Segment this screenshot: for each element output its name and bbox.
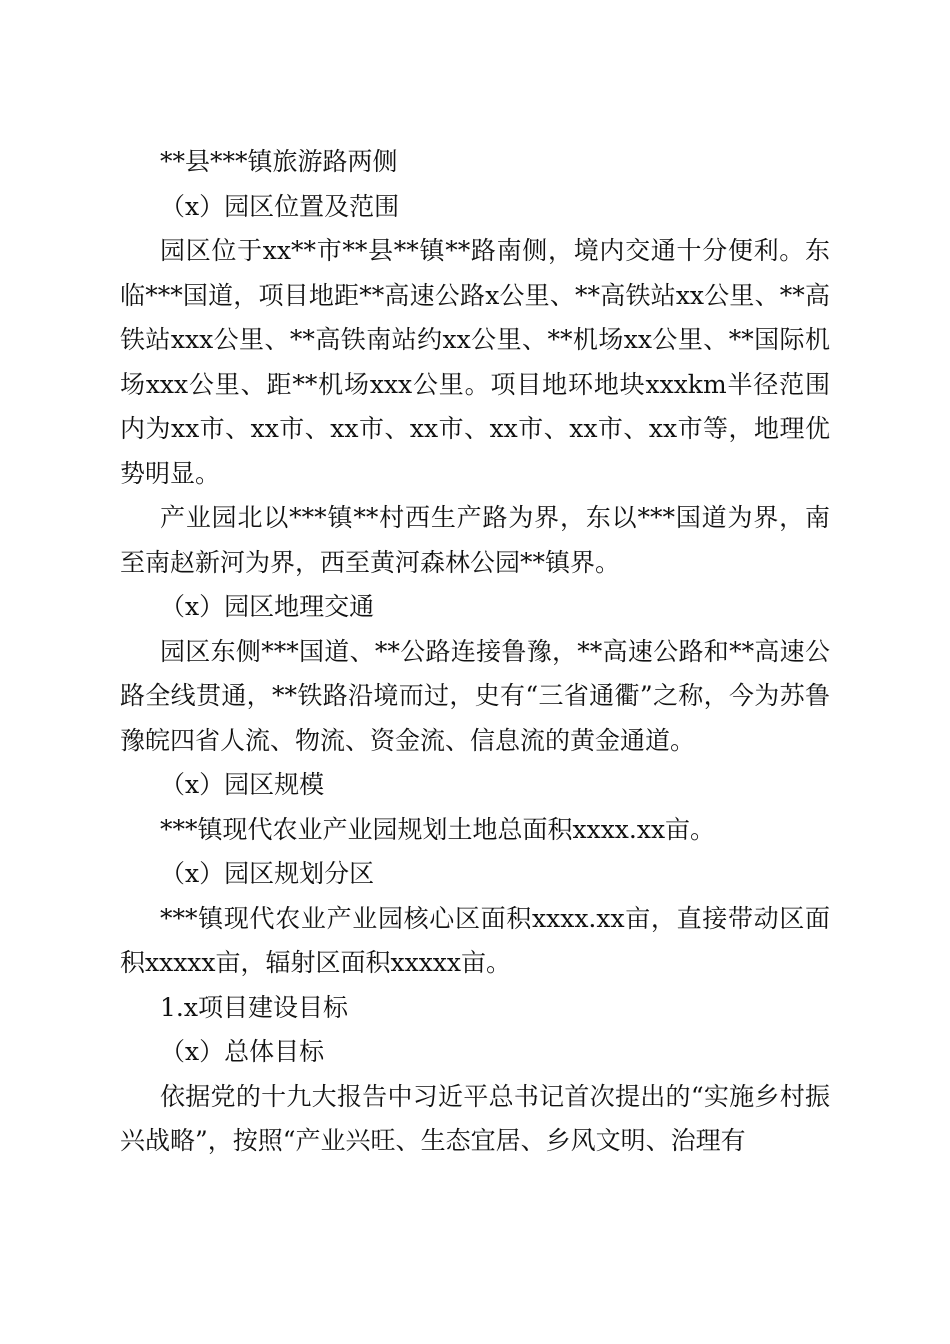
paragraph-park-scale: ***镇现代农业产业园规划土地总面积xxxx.xx亩。 [160, 814, 716, 844]
document-body [120, 140, 830, 1164]
paragraph-overall-goal: 依据党的十九大报告中习近平总书记首次提出的“实施乡村振兴战略”，按照“产业兴旺、生态宜居、乡风文明、治理有 [120, 1081, 830, 1155]
heading-overall-goal: （x）总体目标 [160, 1037, 325, 1066]
paragraph-park-zoning: ***镇现代农业产业园核心区面积xxxx.xx亩，直接带动区面积xxxxx亩，辐射区面积xxxxx亩。 [120, 903, 830, 977]
heading-park-scale: （x）园区规模 [160, 770, 325, 799]
heading-park-location-scope: （x）园区位置及范围 [160, 191, 400, 221]
heading-park-zoning: （x）园区规划分区 [160, 859, 375, 888]
paragraph-park-transport: 园区东侧***国道、**公路连接鲁豫，**高速公路和**高速公路全线贯通，**铁路沿境而过，史有“三省通衢”之称，今为苏鲁豫皖四省人流、物流、资金流、信息流的黄金通道。 [120, 636, 830, 755]
heading-park-geography-transport: （x）园区地理交通 [160, 592, 375, 621]
heading-project-goals: 1.x项目建设目标 [160, 992, 348, 1022]
paragraph-location-line: **县***镇旅游路两侧 [160, 147, 398, 176]
paragraph-park-boundaries: 产业园北以***镇**村西生产路为界，东以***国道为界，南至南赵新河为界，西至黄河森林公园**镇界。 [120, 503, 830, 577]
paragraph-park-location: 园区位于xx**市**县**镇**路南侧，境内交通十分便利。东临***国道，项目地距**高速公路x公里、**高铁站xx公里、**高铁站xxx公里、**高铁南站约xx公里、**机场xx公里、**国际机场xxx公里、距**机场xxx公里。项目地环地块xxxkm半径范围内为xx市、xx市、xx市、xx市、xx市、xx市、xx市等，地理优势明显。 [120, 236, 830, 488]
